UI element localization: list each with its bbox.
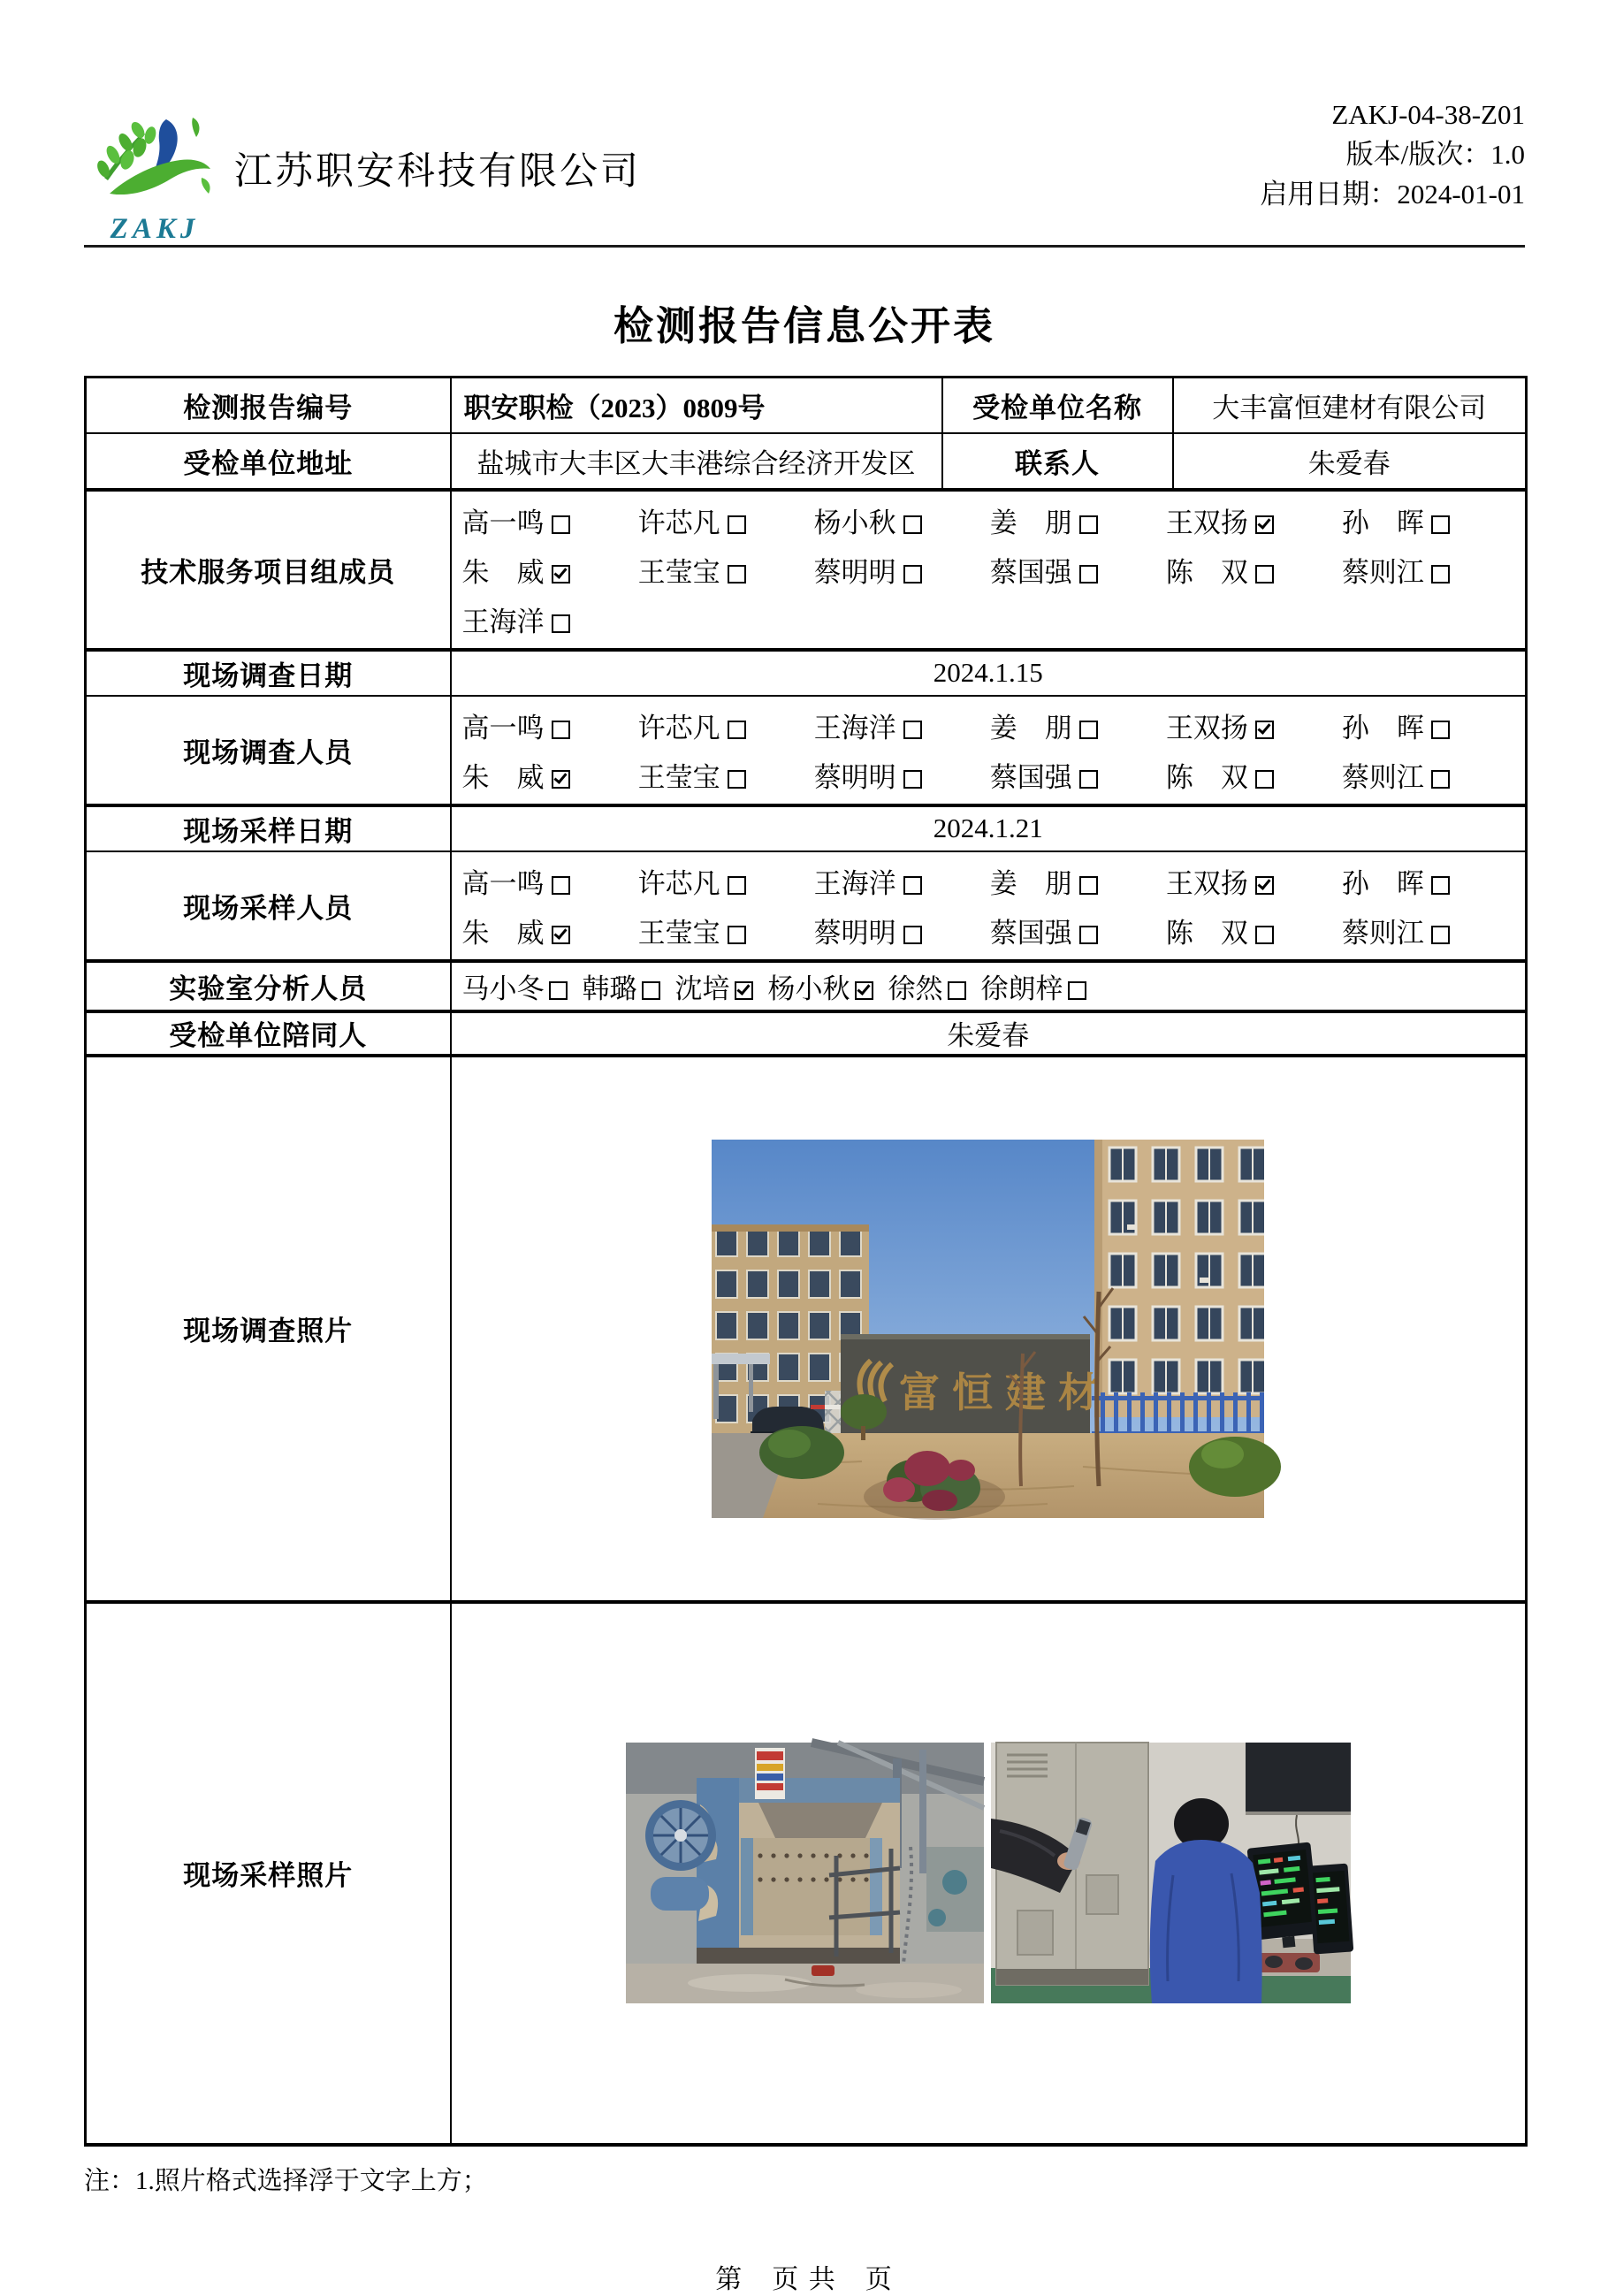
person-name: 陈 双 xyxy=(1165,556,1248,588)
checkbox-unchecked[interactable] xyxy=(903,721,922,739)
person-item xyxy=(990,861,1166,901)
survey-date-value: 2024.1.15 xyxy=(451,650,1527,696)
header-left xyxy=(84,84,641,244)
report-no-label: 检测报告编号 xyxy=(86,378,451,433)
person-item xyxy=(675,966,753,1006)
person-item xyxy=(981,966,1086,1006)
person-name: 陈 双 xyxy=(1165,917,1248,949)
person-name: 王海洋 xyxy=(813,712,896,744)
report-no-value: 职安职检（2023）0809号 xyxy=(451,378,942,433)
company-logo xyxy=(84,109,225,244)
checkbox-unchecked[interactable] xyxy=(1431,770,1450,789)
row-survey-staff xyxy=(86,696,1527,805)
survey-date-label: 现场调查日期 xyxy=(86,650,451,696)
checkbox-checked[interactable] xyxy=(552,565,570,584)
header-doc-meta xyxy=(1260,84,1525,214)
checkbox-checked[interactable] xyxy=(855,981,873,1000)
checkbox-unchecked[interactable] xyxy=(1079,565,1098,584)
person-name: 王莹宝 xyxy=(637,761,720,793)
checkbox-unchecked[interactable] xyxy=(903,565,922,584)
escort-value: 朱爱春 xyxy=(451,1011,1527,1056)
checkbox-unchecked[interactable] xyxy=(1068,981,1086,1000)
person-item xyxy=(990,550,1166,590)
document-header xyxy=(84,84,1525,245)
person-name: 王海洋 xyxy=(813,867,896,899)
sampling-date-value: 2024.1.21 xyxy=(451,805,1527,851)
person-name: 蔡明明 xyxy=(813,917,896,949)
dusty-floor xyxy=(626,1964,984,2003)
checkbox-unchecked[interactable] xyxy=(728,876,746,895)
sampling-staff-label: 现场采样人员 xyxy=(86,851,451,961)
person-item xyxy=(814,911,990,950)
person-name: 杨小秋 xyxy=(813,507,896,538)
logo-caption-text: ZAKJ xyxy=(110,213,200,245)
check-mark-icon xyxy=(857,981,870,995)
checkbox-checked[interactable] xyxy=(1255,721,1274,739)
person-item xyxy=(638,755,814,795)
person-name: 韩璐 xyxy=(582,973,637,1004)
lab-staff-list xyxy=(452,966,1526,1006)
person-item xyxy=(814,706,990,745)
person-name: 王莹宝 xyxy=(637,917,720,949)
checkbox-unchecked[interactable] xyxy=(728,721,746,739)
row-survey-date xyxy=(86,650,1527,696)
checkbox-unchecked[interactable] xyxy=(728,770,746,789)
person-name: 姜 朋 xyxy=(989,507,1072,538)
unit-addr-value: 盐城市大丰区大丰港综合经济开发区 xyxy=(451,433,942,490)
person-item xyxy=(462,755,638,795)
unit-addr-label: 受检单位地址 xyxy=(86,433,451,490)
person-name: 徐朗梓 xyxy=(980,973,1063,1004)
checkbox-unchecked[interactable] xyxy=(948,981,966,1000)
person-item xyxy=(1342,861,1518,901)
person-name: 朱 威 xyxy=(461,556,545,588)
person-name: 陈 双 xyxy=(1165,761,1248,793)
person-item xyxy=(1166,500,1342,540)
checkbox-checked[interactable] xyxy=(735,981,753,1000)
page-number-footer: 第 页 共 页 xyxy=(715,2264,894,2294)
site-survey-photo xyxy=(712,1140,1264,1518)
sampling-photo-pair xyxy=(626,1743,1351,2003)
person-name: 王双扬 xyxy=(1165,867,1248,899)
person-item xyxy=(638,500,814,540)
checkbox-unchecked[interactable] xyxy=(1431,565,1450,584)
survey-photo-cell xyxy=(451,1056,1527,1602)
person-name: 高一鸣 xyxy=(461,507,545,538)
checkbox-unchecked[interactable] xyxy=(728,926,746,944)
person-name: 王双扬 xyxy=(1165,507,1248,538)
person-item xyxy=(462,550,638,590)
checkbox-unchecked[interactable] xyxy=(728,565,746,584)
checkbox-unchecked[interactable] xyxy=(1431,515,1450,534)
row-sampling-date xyxy=(86,805,1527,851)
person-item xyxy=(462,966,568,1006)
row-sampling-staff xyxy=(86,851,1527,961)
checkbox-checked[interactable] xyxy=(552,926,570,944)
checkbox-unchecked[interactable] xyxy=(903,926,922,944)
person-item xyxy=(462,911,638,950)
company-sign-board xyxy=(841,1334,1111,1445)
person-item xyxy=(888,966,966,1006)
checkbox-unchecked[interactable] xyxy=(1079,721,1098,739)
checkbox-unchecked[interactable] xyxy=(1079,926,1098,944)
checkbox-unchecked[interactable] xyxy=(1079,770,1098,789)
person-item xyxy=(1166,706,1342,745)
checkbox-unchecked[interactable] xyxy=(903,515,922,534)
checkbox-unchecked[interactable] xyxy=(549,981,568,1000)
person-item xyxy=(462,500,638,540)
page-title: 检测报告信息公开表 xyxy=(613,304,995,348)
team-label: 技术服务项目组成员 xyxy=(86,490,451,650)
contact-value: 朱爱春 xyxy=(1173,433,1527,490)
checkbox-unchecked[interactable] xyxy=(1079,515,1098,534)
checkbox-unchecked[interactable] xyxy=(1255,565,1274,584)
checkbox-unchecked[interactable] xyxy=(1255,926,1274,944)
unit-name-value: 大丰富恒建材有限公司 xyxy=(1173,378,1527,433)
person-item xyxy=(1166,861,1342,901)
check-mark-icon xyxy=(1257,515,1270,530)
sampling-control-room-photo xyxy=(991,1743,1351,2003)
person-name: 高一鸣 xyxy=(461,867,545,899)
sampling-machine-photo xyxy=(626,1743,984,2003)
sign-text: 富恒建材 xyxy=(899,1369,1112,1415)
checkbox-unchecked[interactable] xyxy=(552,614,570,633)
survey-photo-label: 现场调查照片 xyxy=(86,1056,451,1602)
person-item xyxy=(1166,755,1342,795)
person-item xyxy=(1342,706,1518,745)
person-name: 蔡国强 xyxy=(989,556,1072,588)
survey-staff-list xyxy=(452,700,1526,800)
check-mark-icon xyxy=(553,926,567,940)
check-mark-icon xyxy=(736,981,750,995)
doc-code: ZAKJ-04-38-Z01 xyxy=(1331,99,1525,130)
info-table xyxy=(84,376,1528,2147)
check-mark-icon xyxy=(553,565,567,579)
row-report-number xyxy=(86,378,1527,433)
person-name: 徐然 xyxy=(888,973,943,1004)
checkbox-unchecked[interactable] xyxy=(552,721,570,739)
row-unit-address xyxy=(86,433,1527,490)
person-item xyxy=(990,755,1166,795)
person-name: 蔡国强 xyxy=(989,917,1072,949)
person-item xyxy=(638,706,814,745)
team-members-cell xyxy=(451,490,1527,650)
checkbox-unchecked[interactable] xyxy=(642,981,660,1000)
lab-staff-label: 实验室分析人员 xyxy=(86,961,451,1011)
person-item xyxy=(462,599,638,639)
doc-version-line: 版本/版次：1.0 xyxy=(1345,139,1525,170)
person-item xyxy=(638,911,814,950)
check-mark-icon xyxy=(553,770,567,784)
header-divider xyxy=(84,245,1525,248)
vibrating-screen-machine xyxy=(697,1778,900,1969)
person-name: 许芯凡 xyxy=(637,867,720,899)
person-item xyxy=(814,755,990,795)
checkbox-unchecked[interactable] xyxy=(903,876,922,895)
person-name: 杨小秋 xyxy=(767,973,850,1004)
person-name: 蔡明明 xyxy=(813,761,896,793)
person-item xyxy=(638,550,814,590)
person-item xyxy=(1342,911,1518,950)
checkbox-checked[interactable] xyxy=(1255,515,1274,534)
person-name: 高一鸣 xyxy=(461,712,545,744)
row-lab-staff xyxy=(86,961,1527,1011)
checkbox-unchecked[interactable] xyxy=(552,515,570,534)
person-name: 王海洋 xyxy=(461,606,545,637)
person-item xyxy=(1342,755,1518,795)
person-item xyxy=(1166,550,1342,590)
person-name: 马小冬 xyxy=(461,973,545,1004)
person-item xyxy=(814,861,990,901)
person-item xyxy=(814,500,990,540)
person-name: 朱 威 xyxy=(461,917,545,949)
team-member-list xyxy=(452,495,1526,645)
sampling-date-label: 现场采样日期 xyxy=(86,805,451,851)
person-item xyxy=(990,706,1166,745)
person-name: 蔡则江 xyxy=(1341,761,1424,793)
checkbox-unchecked[interactable] xyxy=(552,876,570,895)
sampling-staff-list xyxy=(452,856,1526,956)
person-name: 王莹宝 xyxy=(637,556,720,588)
person-item xyxy=(583,966,660,1006)
person-name: 许芯凡 xyxy=(637,712,720,744)
check-mark-icon xyxy=(1257,721,1270,735)
sampling-staff-cell xyxy=(451,851,1527,961)
person-name: 朱 威 xyxy=(461,761,545,793)
person-item xyxy=(462,861,638,901)
person-item xyxy=(990,911,1166,950)
person-item xyxy=(1166,911,1342,950)
background-equipment xyxy=(926,1847,984,1932)
checkbox-checked[interactable] xyxy=(1255,876,1274,895)
person-name: 蔡则江 xyxy=(1341,556,1424,588)
sampling-photo-cell xyxy=(451,1602,1527,2145)
person-item xyxy=(462,706,638,745)
escort-label: 受检单位陪同人 xyxy=(86,1011,451,1056)
person-item xyxy=(638,861,814,901)
person-item xyxy=(814,550,990,590)
person-name: 姜 朋 xyxy=(989,712,1072,744)
warning-placard xyxy=(755,1748,785,1799)
person-name: 姜 朋 xyxy=(989,867,1072,899)
checkbox-unchecked[interactable] xyxy=(728,515,746,534)
person-name: 孙 晖 xyxy=(1341,867,1424,899)
checkbox-unchecked[interactable] xyxy=(1255,770,1274,789)
person-item xyxy=(768,966,873,1006)
person-name: 王双扬 xyxy=(1165,712,1248,744)
row-team-members xyxy=(86,490,1527,650)
lab-staff-cell xyxy=(451,961,1527,1011)
row-survey-photo xyxy=(86,1056,1527,1602)
person-name: 蔡则江 xyxy=(1341,917,1424,949)
person-name: 孙 晖 xyxy=(1341,507,1424,538)
person-name: 蔡明明 xyxy=(813,556,896,588)
sampling-photo-label: 现场采样照片 xyxy=(86,1602,451,2145)
person-name: 许芯凡 xyxy=(637,507,720,538)
check-mark-icon xyxy=(1257,876,1270,890)
person-name: 沈培 xyxy=(674,973,730,1004)
unit-name-label: 受检单位名称 xyxy=(942,378,1173,433)
row-sampling-photo xyxy=(86,1602,1527,2145)
checkbox-unchecked[interactable] xyxy=(1431,926,1450,944)
checkbox-unchecked[interactable] xyxy=(1431,876,1450,895)
right-building xyxy=(1094,1140,1264,1417)
survey-staff-label: 现场调查人员 xyxy=(86,696,451,805)
checkbox-unchecked[interactable] xyxy=(1431,721,1450,739)
person-item xyxy=(1342,500,1518,540)
company-name: 江苏职安科技有限公司 xyxy=(234,151,641,193)
survey-staff-cell xyxy=(451,696,1527,805)
checkbox-unchecked[interactable] xyxy=(1079,876,1098,895)
checkbox-checked[interactable] xyxy=(552,770,570,789)
person-name: 蔡国强 xyxy=(989,761,1072,793)
row-escort xyxy=(86,1011,1527,1056)
person-item xyxy=(1342,550,1518,590)
fan-motor xyxy=(645,1800,716,1911)
leaf-swoosh-logo-icon xyxy=(88,109,221,213)
doc-effective-date-line: 启用日期：2024-01-01 xyxy=(1260,179,1525,210)
checkbox-unchecked[interactable] xyxy=(903,770,922,789)
person-item xyxy=(990,500,1166,540)
contact-label: 联系人 xyxy=(942,433,1173,490)
person-name: 孙 晖 xyxy=(1341,712,1424,744)
footnote: 注：1.照片格式选择浮于文字上方； xyxy=(84,2166,488,2195)
